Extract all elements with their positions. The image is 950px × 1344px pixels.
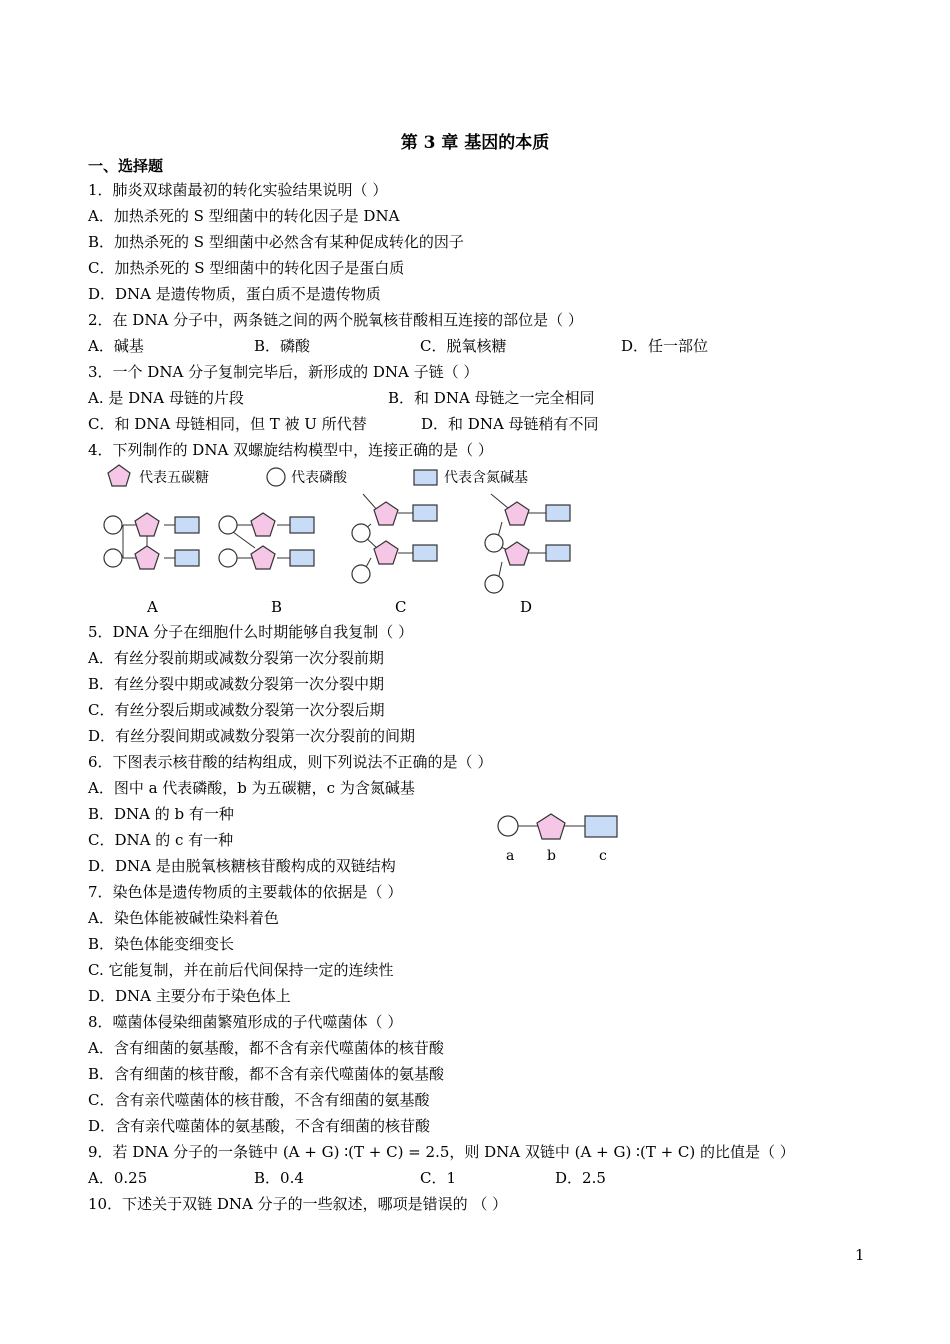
model-c [352, 494, 437, 616]
section-heading: 一、选择题 [88, 157, 164, 175]
legend-sugar [108, 465, 209, 486]
q6-option-d: D．DNA 是由脱氧核糖核苷酸构成的双链结构 [88, 857, 396, 875]
fig-label-b: b [547, 848, 556, 864]
q8-option-c: C．含有亲代噬菌体的核苷酸，不含有细菌的氨基酸 [88, 1091, 430, 1109]
q5-option-c: C．有丝分裂后期或减数分裂第一次分裂后期 [88, 701, 385, 719]
phosphate-circle-icon [498, 816, 518, 836]
q9-stem: 9．若 DNA 分子的一条链中 (A + G) ∶(T + C) = 2.5，则 DNA 双链中 (A + G) ∶(T + C) 的比值是（ ） [88, 1143, 795, 1161]
q6-option-a: A．图中 a 代表磷酸，b 为五碳糖，c 为含氮碱基 [88, 779, 415, 797]
page-number: 1 [855, 1246, 865, 1264]
model-d-label: D [520, 598, 533, 616]
legend-sugar-label: 代表五碳糖 [139, 470, 209, 486]
q1-option-c: C．加热杀死的 S 型细菌中的转化因子是蛋白质 [88, 259, 405, 277]
q6-option-b: B．DNA 的 b 有一种 [88, 805, 234, 823]
legend-rect-icon [414, 470, 437, 485]
legend-phosphate [267, 468, 348, 486]
page-title: 第 3 章 基因的本质 [400, 133, 550, 153]
model-a [104, 513, 199, 616]
q3-option-a: A. 是 DNA 母链的片段 [88, 389, 244, 407]
legend-base [414, 469, 528, 486]
q8-option-a: A．含有细菌的氨基酸，都不含有亲代噬菌体的核苷酸 [88, 1039, 444, 1057]
q2-option-b: B．磷酸 [254, 337, 311, 355]
q3-stem: 3．一个 DNA 分子复制完毕后，新形成的 DNA 子链（ ） [88, 363, 479, 381]
sugar-pentagon-icon [537, 814, 565, 839]
legend-base-label: 代表含氮碱基 [444, 470, 528, 486]
nucleotide-figure [494, 810, 624, 866]
q1-stem: 1．肺炎双球菌最初的转化实验结果说明（ ） [88, 181, 388, 199]
q1-option-a: A．加热杀死的 S 型细菌中的转化因子是 DNA [88, 207, 400, 225]
fig-label-c: c [599, 848, 607, 864]
q2-stem: 2．在 DNA 分子中，两条链之间的两个脱氧核苷酸相互连接的部位是（ ） [88, 311, 583, 329]
q5-option-a: A．有丝分裂前期或减数分裂第一次分裂前期 [88, 649, 384, 667]
q10-stem: 10．下述关于双链 DNA 分子的一些叙述，哪项是错误的 （ ） [88, 1195, 508, 1213]
q7-option-a: A．染色体能被碱性染料着色 [88, 909, 279, 927]
q2-option-a: A．碱基 [88, 337, 144, 355]
q6-option-c: C．DNA 的 c 有一种 [88, 831, 234, 849]
legend-phosphate-label: 代表磷酸 [291, 470, 347, 486]
legend-pentagon-icon [108, 465, 130, 486]
q7-option-c: C. 它能复制，并在前后代间保持一定的连续性 [88, 961, 394, 979]
model-b-label: B [271, 598, 283, 616]
q8-stem: 8．噬菌体侵染细菌繁殖形成的子代噬菌体（ ） [88, 1013, 403, 1031]
q5-option-d: D．有丝分裂间期或减数分裂第一次分裂前的间期 [88, 727, 416, 745]
q8-option-b: B．含有细菌的核苷酸，都不含有亲代噬菌体的氨基酸 [88, 1065, 445, 1083]
legend-circle-icon [267, 468, 285, 486]
q2-option-c: C．脱氧核糖 [420, 337, 507, 355]
q6-stem: 6．下图表示核苷酸的结构组成，则下列说法不正确的是（ ） [88, 753, 493, 771]
q7-option-d: D．DNA 主要分布于染色体上 [88, 987, 291, 1005]
model-d [485, 494, 570, 616]
base-rect-icon [585, 816, 617, 837]
q3-option-d: D．和 DNA 母链稍有不同 [421, 415, 599, 433]
q9-option-a: A．0.25 [88, 1169, 148, 1187]
q9-option-c: C．1 [420, 1169, 457, 1187]
q5-option-b: B．有丝分裂中期或减数分裂第一次分裂中期 [88, 675, 385, 693]
q1-option-d: D．DNA 是遗传物质，蛋白质不是遗传物质 [88, 285, 381, 303]
fig-label-a: a [506, 848, 515, 864]
q5-stem: 5．DNA 分子在细胞什么时期能够自我复制（ ） [88, 623, 414, 641]
q9-option-b: B．0.4 [254, 1169, 304, 1187]
q3-option-b: B．和 DNA 母链之一完全相同 [388, 389, 595, 407]
q9-option-d: D．2.5 [555, 1169, 606, 1187]
model-c-label: C [395, 598, 407, 616]
model-b [219, 513, 314, 616]
dna-model-figure [95, 462, 585, 622]
q3-option-c: C．和 DNA 母链相同，但 T 被 U 所代替 [88, 415, 367, 433]
q2-option-d: D．任一部位 [621, 337, 709, 355]
q1-option-b: B．加热杀死的 S 型细菌中必然含有某种促成转化的因子 [88, 233, 464, 251]
q7-stem: 7．染色体是遗传物质的主要载体的依据是（ ） [88, 883, 403, 901]
q4-stem: 4．下列制作的 DNA 双螺旋结构模型中，连接正确的是（ ） [88, 441, 493, 459]
q8-option-d: D．含有亲代噬菌体的氨基酸，不含有细菌的核苷酸 [88, 1117, 431, 1135]
q7-option-b: B．染色体能变细变长 [88, 935, 235, 953]
model-a-label: A [147, 598, 158, 616]
